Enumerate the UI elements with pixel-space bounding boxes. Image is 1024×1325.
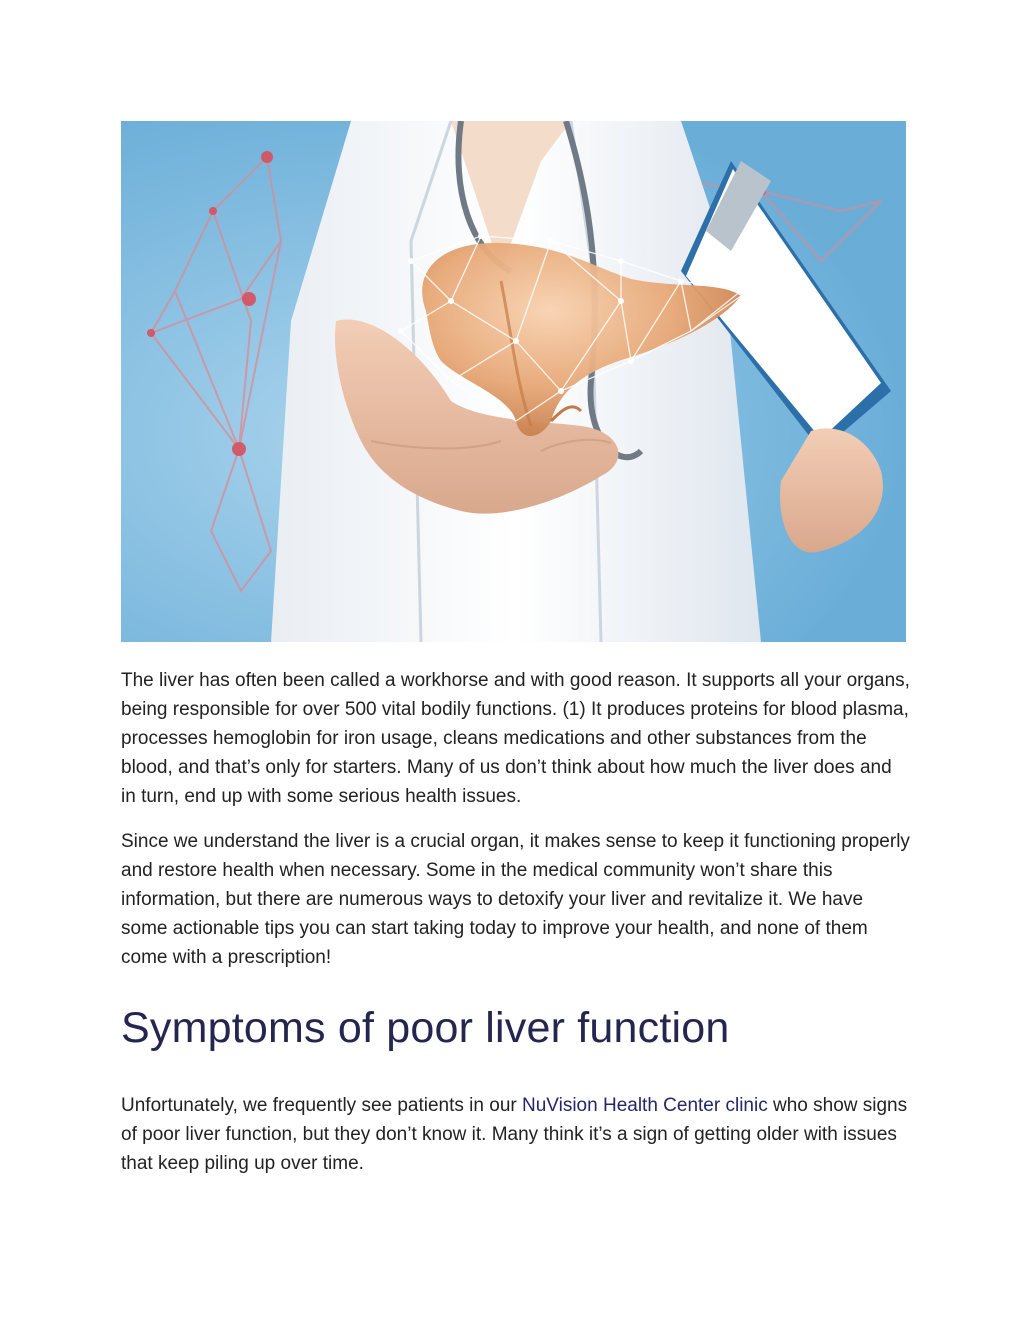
paragraph-text-after-link: who show signs of poor liver function, but they don’t know it. Many think it’s a sign of getting older with issues that keep piling up over time. bbox=[121, 1095, 908, 1174]
article-body bbox=[121, 666, 911, 1178]
clinic-link[interactable]: NuVision Health Center clinic bbox=[522, 1095, 768, 1116]
paragraph-text-before-link: Unfortunately, we frequently see patients in our bbox=[121, 1095, 522, 1116]
section-heading: Symptoms of poor liver function bbox=[121, 1004, 730, 1052]
third-paragraph bbox=[121, 1091, 911, 1178]
doctor-holding-liver-illustration bbox=[121, 121, 906, 642]
intro-paragraph: The liver has often been called a workhorse and with good reason. It supports all your organs, being responsible for over 500 vital bodily functions. (1) It produces proteins for blood plasma, processes hemoglobin for iron usage, cleans medications and other substances from the blood, and that’s only for starters. Many of us don’t think about how much the liver does and in turn, end up with some serious health issues. bbox=[121, 670, 910, 807]
second-paragraph: Since we understand the liver is a crucial organ, it makes sense to keep it functioning properly and restore health when necessary. Some in the medical community won’t share this information, but there are numerous ways to detoxify your liver and revitalize it. We have some actionable tips you can start taking today to improve your health, and none of them come with a prescription! bbox=[121, 831, 910, 968]
hero-image bbox=[121, 121, 906, 642]
